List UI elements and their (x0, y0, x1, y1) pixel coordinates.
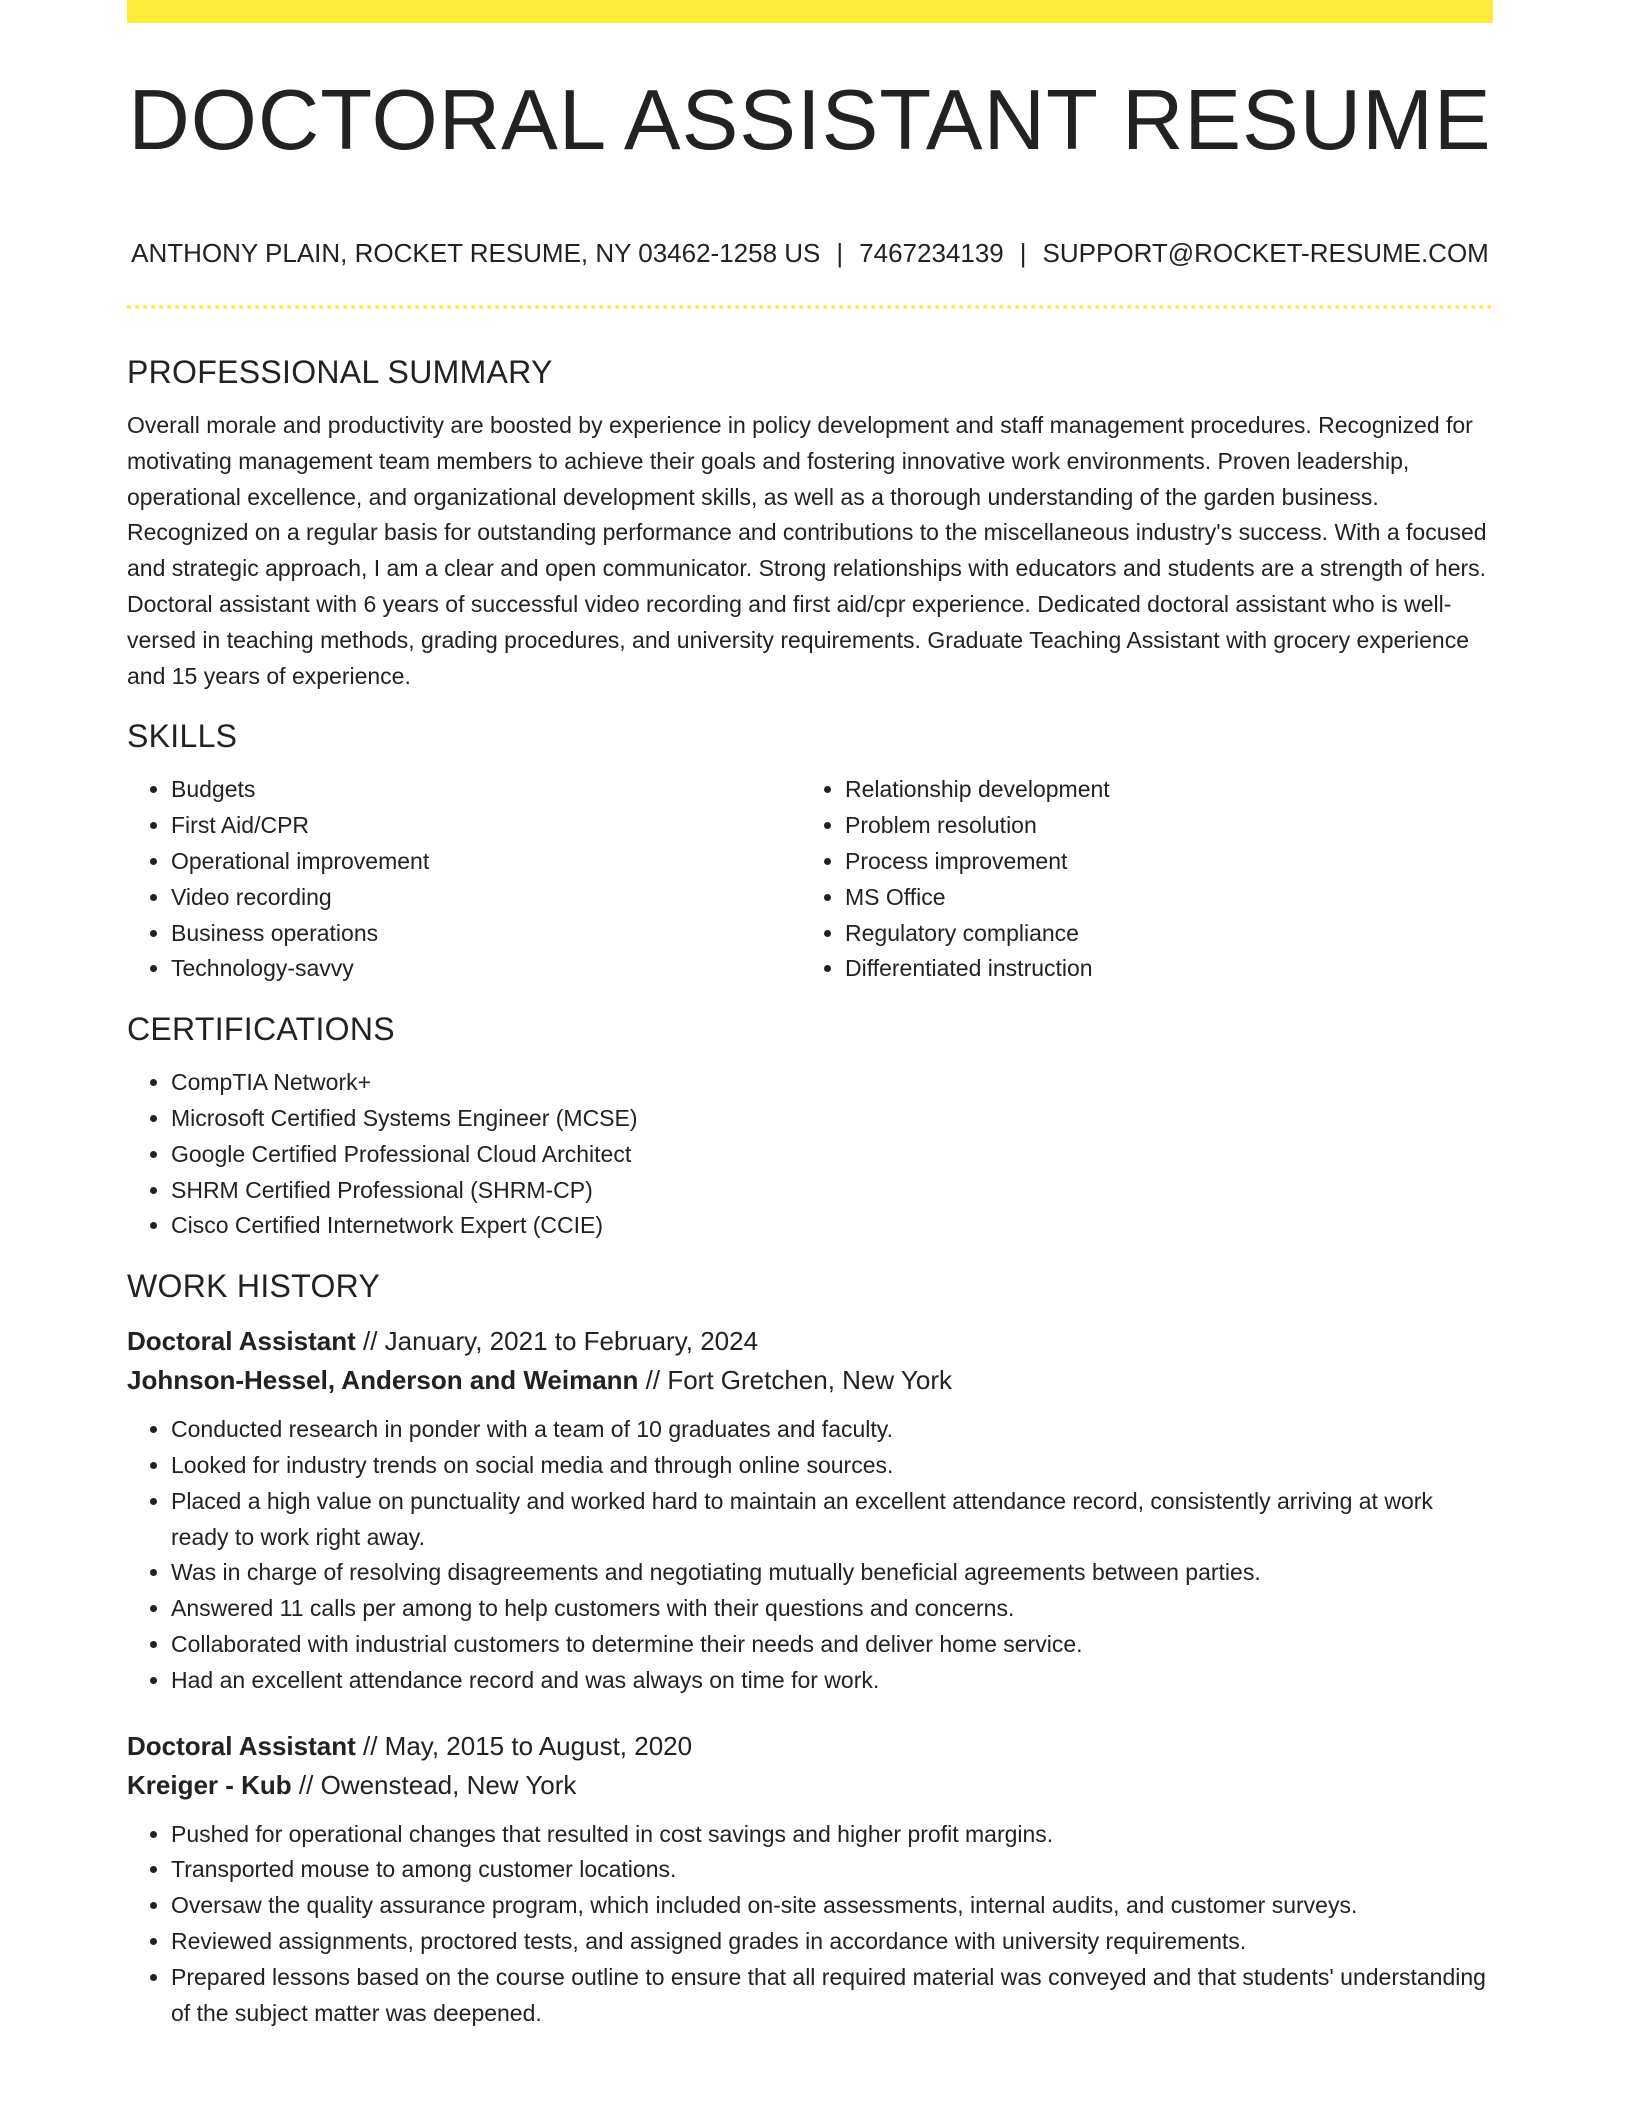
contact-separator: | (1019, 238, 1027, 268)
work-history-heading: WORK HISTORY (127, 1268, 381, 1305)
skills-heading: SKILLS (127, 718, 238, 755)
work-history-section (127, 1264, 1493, 2031)
certification-item: • Microsoft Certified Systems Engineer (MCSE) (171, 1101, 1493, 1137)
certifications-section (127, 1007, 1493, 1244)
skill-item: • MS Office (845, 880, 1475, 916)
resume-content (127, 350, 1493, 2059)
job-bullet: • Oversaw the quality assurance program, which included on-site assessments, internal audits, and customer surveys. (171, 1888, 1493, 1924)
skill-item: • Process improvement (845, 844, 1475, 880)
certification-item: • Google Certified Professional Cloud Architect (171, 1137, 1493, 1173)
skills-list-left (127, 772, 801, 987)
job-entry (127, 1322, 1493, 1698)
skills-section (127, 714, 1493, 987)
job-company: Johnson-Hessel, Anderson and Weimann (127, 1365, 639, 1396)
job-title: Doctoral Assistant (127, 1730, 356, 1761)
job-bullet: • Collaborated with industrial customers to determine their needs and deliver home service. (171, 1627, 1493, 1663)
summary-section (127, 350, 1493, 694)
skill-item: • Regulatory compliance (845, 916, 1475, 952)
job-title: Doctoral Assistant (127, 1326, 356, 1357)
certification-item: • Cisco Certified Internetwork Expert (CCIE) (171, 1208, 1493, 1244)
skill-item: • Problem resolution (845, 808, 1475, 844)
job-bullet: • Placed a high value on punctuality and worked hard to maintain an excellent attendance record, consistently arriving at work ready to work right away. (171, 1484, 1493, 1556)
resume-title: DOCTORAL ASSISTANT RESUME (128, 73, 1492, 168)
dotted-divider (127, 305, 1493, 309)
job-dates: // January, 2021 to February, 2024 (363, 1326, 759, 1357)
job-bullet: • Had an excellent attendance record and was always on time for work. (171, 1663, 1493, 1699)
contact-address: ANTHONY PLAIN, ROCKET RESUME, NY 03462-1258 US (131, 238, 821, 268)
job-company-line (127, 1361, 1493, 1400)
certifications-heading: CERTIFICATIONS (127, 1011, 395, 1048)
job-bullet: • Reviewed assignments, proctored tests, and assigned grades in accordance with university requirements. (171, 1924, 1493, 1960)
job-title-line (127, 1322, 1493, 1361)
contact-separator: | (836, 238, 844, 268)
job-bullets (127, 1817, 1493, 2032)
job-title-line (127, 1727, 1493, 1766)
skills-columns (127, 772, 1493, 987)
job-bullet: • Conducted research in ponder with a team of 10 graduates and faculty. (171, 1412, 1493, 1448)
skill-item: • Business operations (171, 916, 801, 952)
contact-email: SUPPORT@ROCKET-RESUME.COM (1042, 238, 1489, 268)
summary-heading: PROFESSIONAL SUMMARY (127, 354, 553, 390)
job-bullet: • Pushed for operational changes that resulted in cost savings and higher profit margins. (171, 1817, 1493, 1853)
certification-item: • CompTIA Network+ (171, 1065, 1493, 1101)
job-bullet: • Looked for industry trends on social media and through online sources. (171, 1448, 1493, 1484)
summary-text: Overall morale and productivity are boosted by experience in policy development and staff management procedures. Recognized for motivating management team members to achieve their goals and fostering innovative work environments. Proven leadership, operational excellence, and organizational development skills, as well as a thorough understanding of the garden business. Recognized on a regular basis for outstanding performance and contributions to the miscellaneous industry's success. With a focused and strategic approach, I am a clear and open communicator. Strong relationships with educators and students are a strength of hers. Doctoral assistant with 6 years of successful video recording and first aid/cpr experience. Dedicated doctoral assistant who is well-versed in teaching methods, grading procedures, and university requirements. Graduate Teaching Assistant with grocery experience and 15 years of experience. (127, 412, 1487, 689)
skill-item: • Technology-savvy (171, 951, 801, 987)
job-bullet: • Transported mouse to among customer locations. (171, 1852, 1493, 1888)
job-company: Kreiger - Kub (127, 1769, 292, 1800)
certifications-list (127, 1065, 1493, 1244)
contact-phone: 7467234139 (859, 238, 1004, 268)
job-dates: // May, 2015 to August, 2020 (363, 1730, 693, 1761)
job-bullet: • Prepared lessons based on the course outline to ensure that all required material was conveyed and that students' understanding of the subject matter was deepened. (171, 1960, 1493, 2032)
job-bullet: • Answered 11 calls per among to help customers with their questions and concerns. (171, 1591, 1493, 1627)
skill-item: • Operational improvement (171, 844, 801, 880)
skills-list-right (801, 772, 1475, 987)
skill-item: • Video recording (171, 880, 801, 916)
certification-item: • SHRM Certified Professional (SHRM-CP) (171, 1173, 1493, 1209)
contact-line (127, 236, 1493, 270)
skill-item: • Differentiated instruction (845, 951, 1475, 987)
job-bullets (127, 1412, 1493, 1698)
skill-item: • Budgets (171, 772, 801, 808)
job-company-line (127, 1766, 1493, 1805)
accent-top-bar (127, 0, 1493, 23)
skill-item: • First Aid/CPR (171, 808, 801, 844)
job-entry (127, 1727, 1493, 2032)
job-location: // Owenstead, New York (298, 1769, 577, 1800)
job-bullet: • Was in charge of resolving disagreements and negotiating mutually beneficial agreements between parties. (171, 1555, 1493, 1591)
job-location: // Fort Gretchen, New York (645, 1365, 953, 1396)
skill-item: • Relationship development (845, 772, 1475, 808)
